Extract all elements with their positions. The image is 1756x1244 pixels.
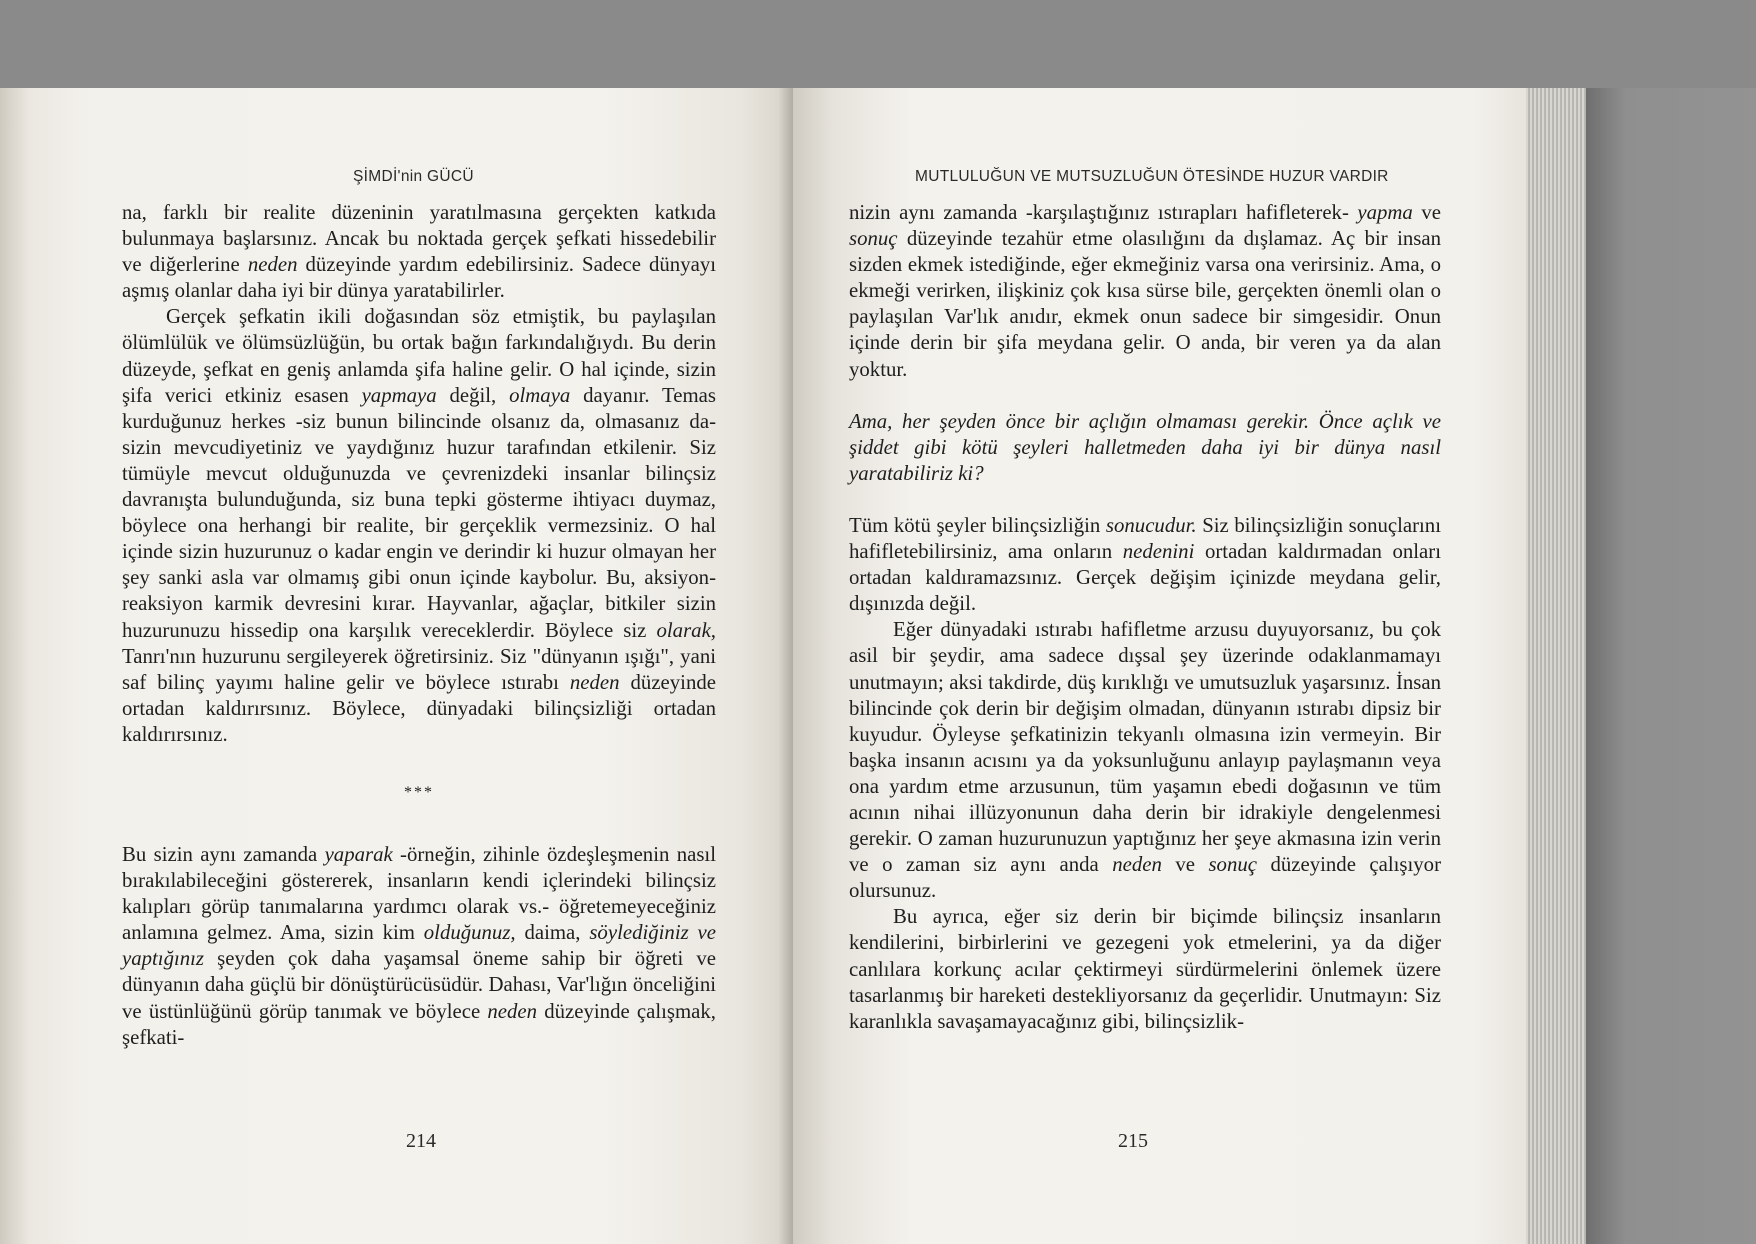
text-run: değil, bbox=[436, 383, 510, 407]
section-gap bbox=[849, 487, 1441, 513]
text-run: düzeyinde çalışıyor olursunuz. bbox=[849, 853, 1441, 903]
open-book bbox=[0, 88, 1756, 1244]
text-run: düzeyinde tezahür etme olasılığını da dışlamaz. Aç bir insan sizden ekmek istediğinde, eğer ekmeğiniz varsa ona verirsiniz. Ama, o ekmeği verirken, ilişkiniz çok kısa sürse bile, gerçekten önemli olan o paylaşılan Var'lık anıdır, ekmek onun sadece bir simgesidir. Onun içinde derin bir şifa meydana gelir. O anda, bir veren ya da alan yoktur. bbox=[849, 227, 1441, 381]
section-gap bbox=[122, 748, 716, 774]
right-paragraphs-after bbox=[849, 513, 1441, 1035]
body-paragraph bbox=[849, 617, 1441, 904]
right-page-number: 215 bbox=[1118, 1130, 1148, 1152]
left-running-head: ŞİMDİ'nin GÜCÜ bbox=[353, 168, 474, 185]
italic-text: yapmaya bbox=[361, 383, 437, 407]
body-paragraph bbox=[849, 200, 1441, 383]
right-paragraphs-before bbox=[849, 200, 1441, 383]
italic-text: yaparak bbox=[324, 842, 393, 866]
text-run: ortadan kaldırmadan onları ortadan kaldıramazsınız. Gerçek değişim içinizde meydana gelir, dışınızda değil. bbox=[849, 540, 1441, 616]
left-page-number: 214 bbox=[406, 1130, 436, 1152]
body-paragraph bbox=[849, 904, 1441, 1034]
body-paragraph bbox=[122, 200, 716, 304]
text-run: nizin aynı zamanda -karşılaştığınız ıstırapları hafifleterek- bbox=[849, 201, 1358, 224]
right-running-head: MUTLULUĞUN VE MUTSUZLUĞUN ÖTESİNDE HUZUR VARDIR bbox=[915, 168, 1389, 185]
section-gap bbox=[849, 383, 1441, 409]
text-run: Bu ayrıca, eğer siz derin bir biçimde bilinçsiz insanların kendilerini, birbirlerini ve gezegeni yok etmelerini, ya da diğer canlılara korkunç acılar çektirmeyi sürdürmelerini önlemek üzere tasarlanmış bir hareketi destekliyorsanız da geçerlidir. Unutmayın: Siz karanlıkla savaşamayacağınız gibi, bilinçsizlik- bbox=[849, 905, 1441, 1033]
text-run: düzeyinde ortadan kaldırırsınız. Böylece, dünyadaki bilinçsizliği ortadan kaldırırsınız. bbox=[122, 670, 716, 746]
italic-text: olarak, bbox=[656, 618, 716, 642]
book-edge-shadow bbox=[1586, 88, 1756, 1244]
text-run: Bu sizin aynı zamanda bbox=[122, 842, 325, 866]
text-run: şeyden çok daha yaşamsal öneme sahip bir öğreti ve dünyanın daha güçlü bir dönüştürücüsüdür. Dahası, Var'lığın önceliğini ve üstünlüğünü görüp tanımak ve böylece bbox=[122, 947, 716, 1023]
text-run: ve bbox=[1412, 201, 1441, 224]
italic-text: neden bbox=[247, 253, 298, 277]
left-page bbox=[0, 88, 793, 1244]
text-run: Siz bilinçsizliğin sonuçlarını hafifletebilirsiniz, ama onların bbox=[849, 513, 1441, 564]
section-gap bbox=[122, 816, 716, 842]
italic-text: söylediğiniz ve yaptığınız bbox=[122, 921, 716, 971]
left-paragraphs-after bbox=[122, 842, 716, 1051]
text-run: düzeyinde çalışmak, şefkati- bbox=[122, 999, 716, 1049]
italic-text: sonucudur. bbox=[1105, 513, 1197, 537]
text-run: na, farklı bir realite düzeninin yaratılmasına gerçekten katkıda bulunmaya başlarsınız. Ancak bu noktada gerçek şefkati hissedebilir ve diğerlerine bbox=[122, 201, 716, 277]
italic-text: neden bbox=[487, 999, 538, 1023]
italic-text: Ama, her şeyden önce bir açlığın olmaması gerekir. Önce açlık ve şiddet gibi kötü şeyleri halletmeden daha iyi bir dünya nasıl yaratabiliriz ki? bbox=[849, 409, 1441, 485]
text-run: Eğer dünyadaki ıstırabı hafifletme arzusu duyuyorsanız, bu çok asil bir şeydir, ama sadece dışsal şey üzerinde odaklanmamayı unutmayın; aksi takdirde, düş kırıklığı ve umutsuzluk yaşarsınız. İnsan bilincinde çok derin bir değişim olmadan, dünyanın ıstırabı dipsiz bir kuyudur. Öyleyse şefkatinizin tekyanlı olmasına izin vermeyin. Bir başka insanın acısını ya da yoksunluğunu anlayıp paylaşmanın veya ona yardım etme arzusunun, tüm yaşamın ebedi doğasının ve tüm acının nihai illüzyonunun daha derin bir idrakiyle dengelenmesi gerekir. O zaman huzurunuzun yaptığınız her şeye akmasına izin verin ve o zaman siz aynı anda bbox=[849, 618, 1441, 877]
text-run: Gerçek şefkatin ikili doğasından söz etmiştik, bu paylaşılan ölümlülük ve ölümsüzlüğün, bu ortak bağın farkındalığıydı. Bu derin düzeyde, şefkat en geniş anlamda şifa haline gelir. O hal içinde, sizin şifa verici etkiniz esasen bbox=[122, 305, 716, 407]
text-run: düzeyinde yardım edebilirsiniz. Sadece dünyayı aşmış olanlar daha iyi bir dünya yaratabilirler. bbox=[122, 253, 716, 303]
text-run: ve bbox=[1161, 853, 1209, 877]
body-paragraph bbox=[122, 304, 716, 748]
question-paragraph bbox=[849, 409, 1441, 487]
italic-text: olduğunuz, bbox=[423, 921, 516, 945]
right-page bbox=[793, 88, 1526, 1244]
body-paragraph bbox=[122, 842, 716, 1051]
text-run: daima, bbox=[515, 921, 590, 945]
italic-text: neden bbox=[569, 670, 620, 694]
italic-text: yapma bbox=[1357, 201, 1413, 224]
right-body-text bbox=[849, 200, 1441, 1035]
italic-text: neden bbox=[1112, 853, 1162, 877]
text-run: Tüm kötü şeyler bilinçsizliğin bbox=[849, 513, 1106, 537]
italic-text: sonuç bbox=[1208, 853, 1257, 877]
left-paragraphs-before bbox=[122, 200, 716, 748]
italic-text: nedenini bbox=[1122, 540, 1195, 564]
page-edges bbox=[1526, 88, 1586, 1244]
section-separator: *** bbox=[404, 783, 434, 801]
scanner-background bbox=[0, 0, 1756, 92]
italic-text: sonuç bbox=[849, 227, 898, 251]
text-run: -örneğin, zihinle özdeşleşmenin nasıl bırakılabileceğini göstererek, insanların kendi içlerindeki bilinçsiz kalıpları görüp tanımalarına yardımcı olarak vs.- öğretemeyeceğiniz anlamına gelmez. Ama, sizin kim bbox=[122, 842, 716, 945]
text-run: Tanrı'nın huzurunu sergileyerek öğretirsiniz. Siz "dünyanın ışığı", yani saf bilinç yayımı haline gelir ve böylece ıstırabı bbox=[122, 644, 716, 694]
text-run: dayanır. Temas kurduğunuz herkes -siz bunun bilincinde olsanız da, olmasanız da- sizin mevcudiyetiniz ve yaydığınız huzur tarafından etkilenir. Siz tümüyle mevcut olduğunuzda ve çevrenizdeki insanlar bilinçsiz davranışta bulunduğunda, siz buna tepki gösterme ihtiyacı duymaz, böylece ona herhangi bir realite, bir gerçeklik vermezsiniz. O hal içinde sizin huzurunuz o kadar engin ve derindir ki huzur olmayan her şey sanki asla var olmamış gibi onun içinde kaybolur. Bu, aksiyon-reaksiyon karmik devresini kırar. Hayvanlar, ağaçlar, bitkiler sizin huzurunuzu hissedip ona karşılık vereceklerdir. Böylece siz bbox=[122, 383, 717, 642]
left-body-text bbox=[122, 200, 716, 1051]
italic-text: olmaya bbox=[509, 383, 571, 407]
body-paragraph bbox=[849, 513, 1441, 617]
